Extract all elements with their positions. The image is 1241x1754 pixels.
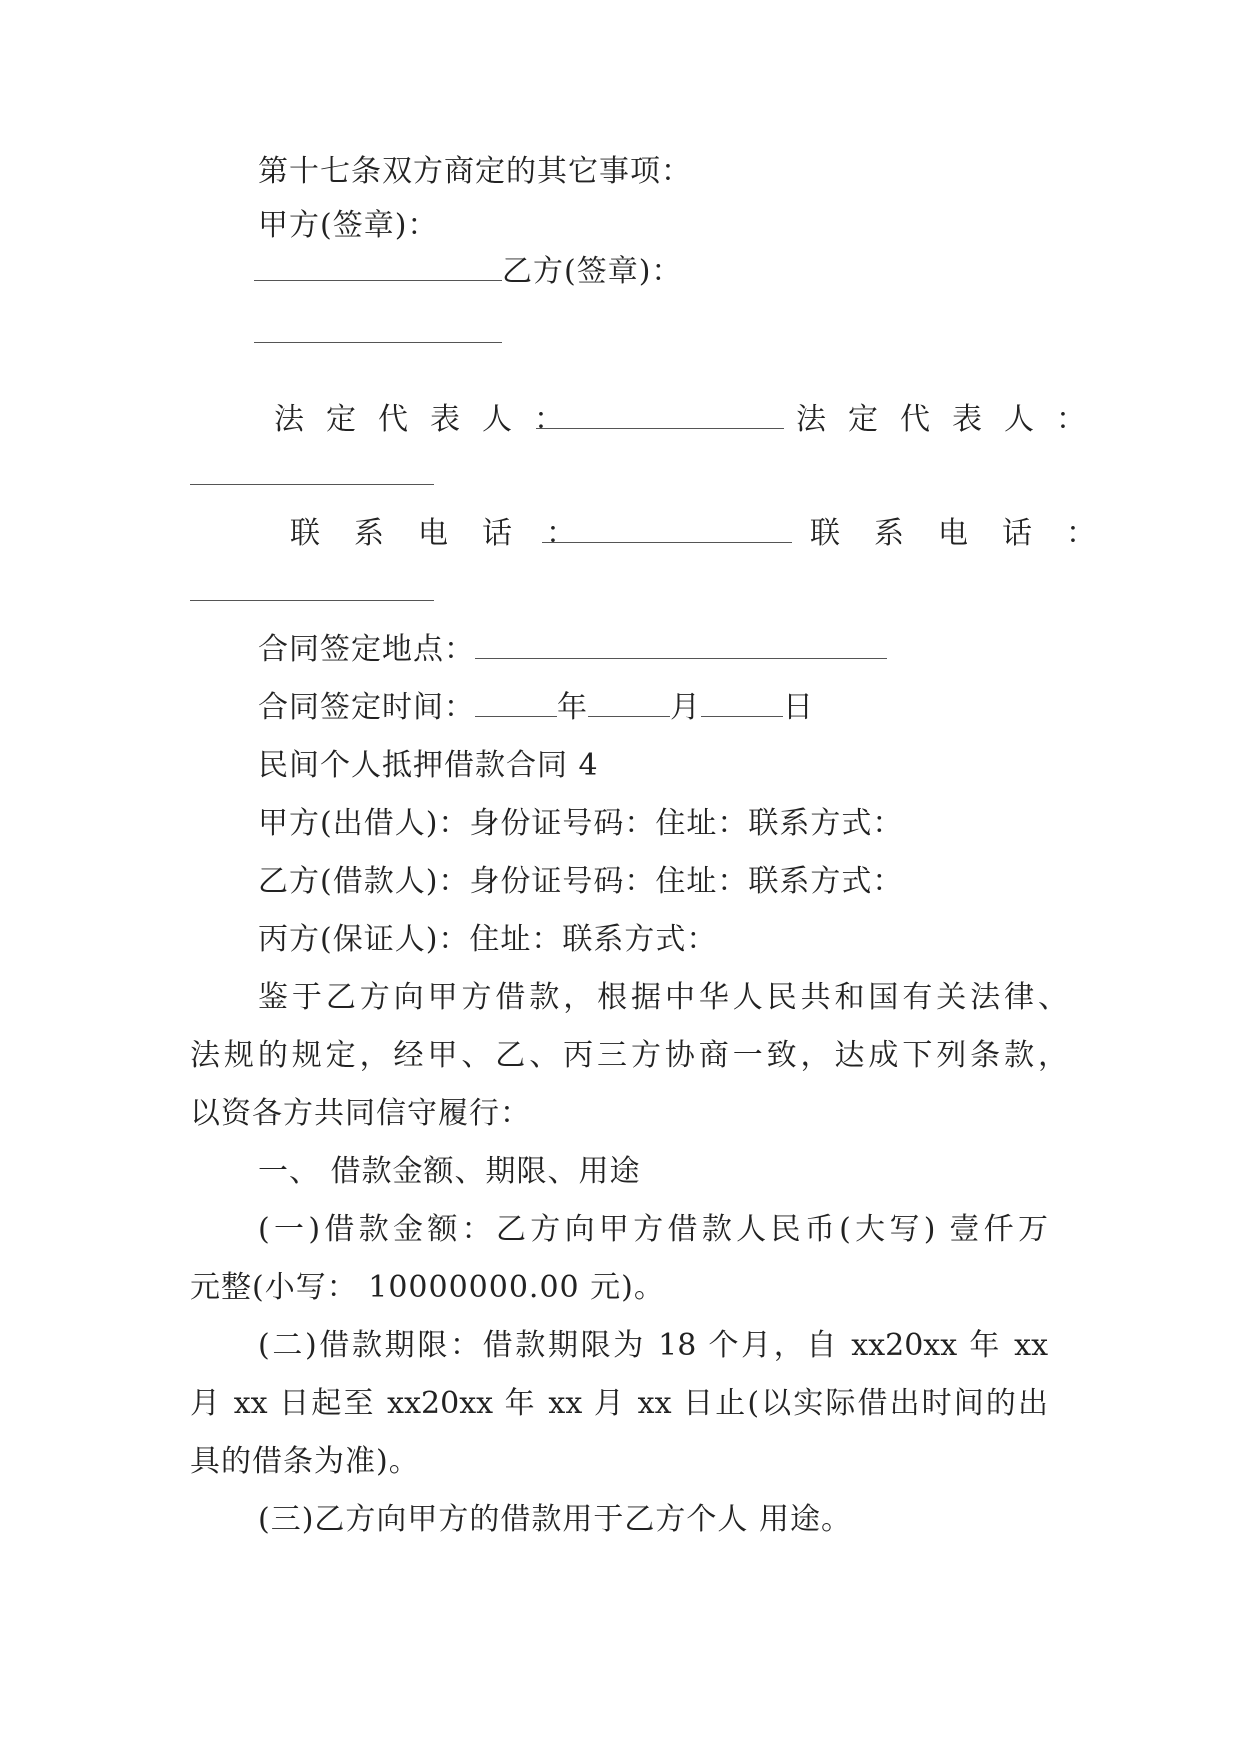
day-label: 日	[783, 690, 814, 725]
month-blank	[588, 692, 670, 717]
item-2-line-1: (二)借款期限：借款期限为 18 个月，自 xx20xx 年 xx	[258, 1328, 1048, 1363]
party-b-signature-row	[254, 252, 682, 292]
clause-17: 第十七条双方商定的其它事项：	[258, 154, 692, 189]
section-1-heading: 一、 借款金额、期限、用途	[258, 1154, 641, 1189]
item-1-line-2: 元整(小写： 10000000.00 元)。	[190, 1270, 665, 1305]
legal-rep-blank-b	[190, 460, 434, 485]
party-a-info: 甲方(出借人)：身份证号码：住址：联系方式：	[258, 806, 904, 841]
preamble-line-2: 法规的规定，经甲、乙、丙三方协商一致，达成下列条款，	[190, 1038, 1068, 1073]
preamble-line-3: 以资各方共同信守履行：	[190, 1096, 531, 1131]
year-label: 年	[557, 690, 588, 725]
phone-blank-b	[190, 576, 434, 601]
sign-time-label: 合同签定时间：	[258, 690, 475, 725]
phone-label-b: 联系电话：	[810, 516, 1130, 551]
item-3: (三)乙方向甲方的借款用于乙方个人 用途。	[258, 1502, 852, 1537]
contract-title: 民间个人抵押借款合同 4	[258, 748, 599, 783]
legal-representative-row	[274, 400, 1108, 440]
party-a-signature-blank	[254, 256, 502, 281]
party-b-signature-blank	[254, 318, 502, 343]
phone-blank-a	[542, 518, 792, 543]
legal-rep-blank-a	[536, 404, 784, 429]
party-b-signature-label: 乙方(签章)：	[502, 254, 683, 289]
phone-label-a: 联系电话：	[290, 516, 610, 551]
party-c-info: 丙方(保证人)：住址：联系方式：	[258, 922, 718, 957]
year-blank	[475, 692, 557, 717]
party-a-signature-label: 甲方(签章)：	[258, 208, 439, 243]
party-b-info: 乙方(借款人)：身份证号码：住址：联系方式：	[258, 864, 904, 899]
sign-place-row	[258, 630, 887, 670]
sign-time-row	[258, 688, 814, 728]
legal-rep-label-b: 法定代表人：	[796, 402, 1108, 437]
legal-rep-label-a: 法定代表人：	[274, 402, 586, 437]
preamble-line-1: 鉴于乙方向甲方借款，根据中华人民共和国有关法律、	[258, 980, 1068, 1015]
day-blank	[701, 692, 783, 717]
item-2-line-3: 具的借条为准)。	[190, 1444, 420, 1479]
phone-blank-b-row	[190, 572, 434, 612]
sign-place-blank	[475, 634, 887, 659]
party-b-signature-blank-row	[254, 314, 502, 354]
item-2-line-2: 月 xx 日起至 xx20xx 年 xx 月 xx 日止(以实际借出时间的出	[190, 1386, 1048, 1421]
month-label: 月	[670, 690, 701, 725]
sign-place-label: 合同签定地点：	[258, 632, 475, 667]
item-1-line-1: (一)借款金额：乙方向甲方借款人民币(大写) 壹仟万	[258, 1212, 1048, 1247]
phone-row	[290, 514, 1130, 554]
legal-rep-blank-b-row	[190, 456, 434, 496]
